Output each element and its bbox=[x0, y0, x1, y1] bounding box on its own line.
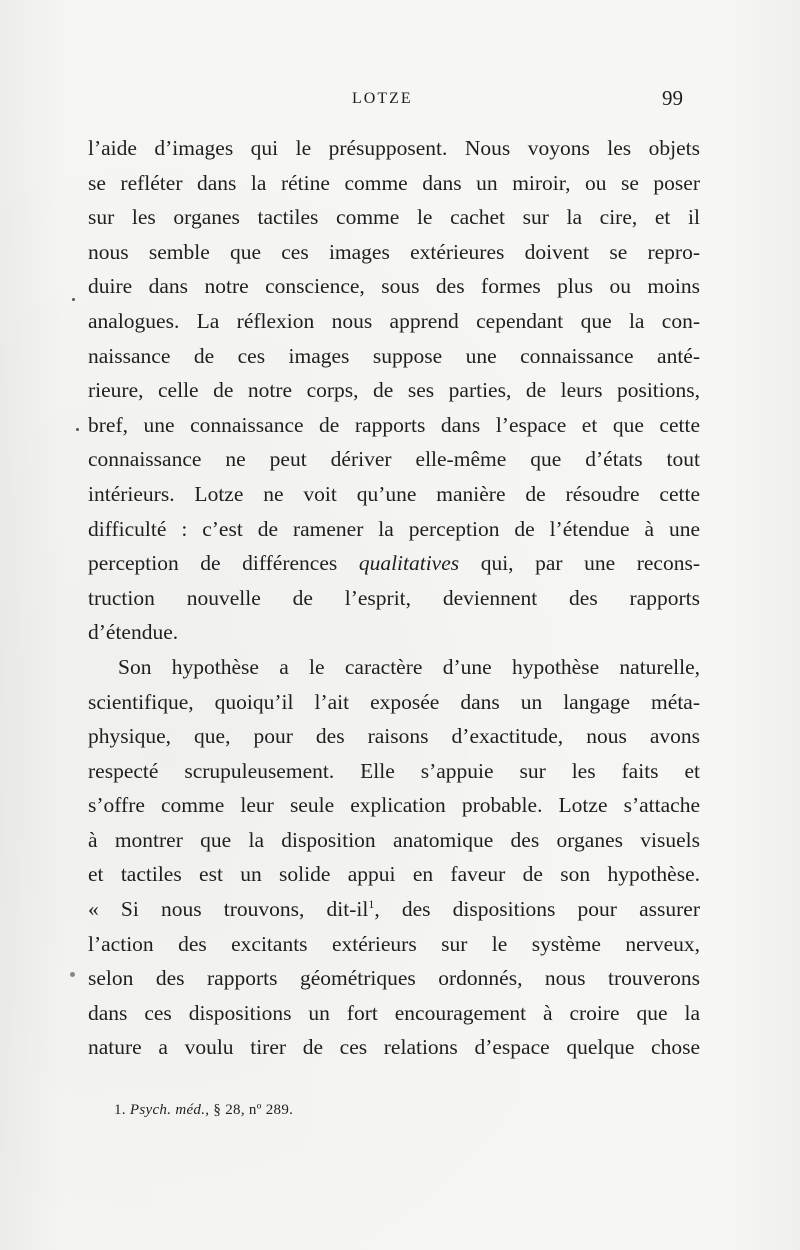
text-line: Son hypothèse a le caractère d’une hypothèse naturelle, bbox=[118, 654, 700, 679]
text-line: connaissance ne peut dériver elle-même que d’états tout bbox=[88, 447, 700, 472]
paper-speck bbox=[70, 972, 75, 977]
text-line bbox=[88, 892, 700, 927]
italic-word: qualitatives bbox=[358, 551, 460, 576]
text-line bbox=[88, 546, 700, 581]
text-line: sur les organes tactiles comme le cachet sur la cire, et il bbox=[88, 205, 700, 230]
text-line: bref, une connaissance de rapports dans l’espace et que cette bbox=[88, 412, 700, 437]
text-line: intérieurs. Lotze ne voit qu’une manière de résoudre cette bbox=[88, 481, 700, 506]
text-line: physique, que, pour des raisons d’exactitude, nous avons bbox=[88, 724, 700, 749]
footnote-marker: 1 bbox=[368, 896, 375, 911]
text-line: difficulté : c’est de ramener la perception de l’étendue à une bbox=[88, 516, 700, 541]
text-line: l’aide d’images qui le présupposent. Nous voyons les objets bbox=[88, 136, 700, 160]
text-fragment: « Si nous trouvons, dit-il bbox=[88, 897, 369, 922]
text-line: rieure, celle de notre corps, de ses parties, de leurs positions, bbox=[88, 378, 700, 403]
text-line: d’étendue. bbox=[88, 620, 179, 645]
text-fragment: qui, par une recons- bbox=[480, 551, 700, 576]
text-line: nature a voulu tirer de ces relations d’espace quelque chose bbox=[88, 1035, 700, 1060]
text-line: se refléter dans la rétine comme dans un miroir, ou se poser bbox=[88, 170, 700, 195]
footnote bbox=[114, 1102, 293, 1119]
text-fragment: , des dispositions pour assurer bbox=[374, 897, 700, 922]
text-fragment: perception de différences bbox=[88, 551, 338, 576]
paper-speck bbox=[72, 298, 75, 301]
running-header bbox=[0, 88, 800, 112]
text-line: respecté scrupuleusement. Elle s’appuie sur les faits et bbox=[88, 758, 700, 783]
text-line: duire dans notre conscience, sous des formes plus ou moins bbox=[88, 274, 700, 299]
text-line: truction nouvelle de l’esprit, deviennent des rapports bbox=[88, 585, 700, 610]
footnote-source: Psych. méd. bbox=[129, 1102, 206, 1118]
text-line: à montrer que la disposition anatomique des organes visuels bbox=[88, 827, 700, 852]
text-line: scientifique, quoiqu’il l’ait exposée dans un langage méta- bbox=[88, 689, 700, 714]
text-line: l’action des excitants extérieurs sur le système nerveux, bbox=[88, 931, 700, 956]
text-line: analogues. La réflexion nous apprend cependant que la con- bbox=[88, 308, 700, 333]
footnote-number: 1. bbox=[114, 1102, 126, 1118]
running-title: LOTZE bbox=[352, 90, 413, 107]
footnote-reference: , § 28, nº 289. bbox=[205, 1102, 294, 1118]
text-line: selon des rapports géométriques ordonnés, nous trouverons bbox=[88, 966, 700, 991]
text-line: naissance de ces images suppose une connaissance anté- bbox=[88, 343, 700, 368]
text-line: s’offre comme leur seule explication probable. Lotze s’attache bbox=[88, 793, 700, 818]
text-line: dans ces dispositions un fort encouragement à croire que la bbox=[88, 1000, 700, 1025]
text-line: et tactiles est un solide appui en faveur de son hypothèse. bbox=[88, 862, 700, 887]
text-line: nous semble que ces images extérieures doivent se repro- bbox=[88, 239, 700, 264]
page-number: 99 bbox=[662, 86, 683, 110]
paper-speck bbox=[76, 428, 79, 431]
body-text bbox=[88, 131, 700, 1065]
